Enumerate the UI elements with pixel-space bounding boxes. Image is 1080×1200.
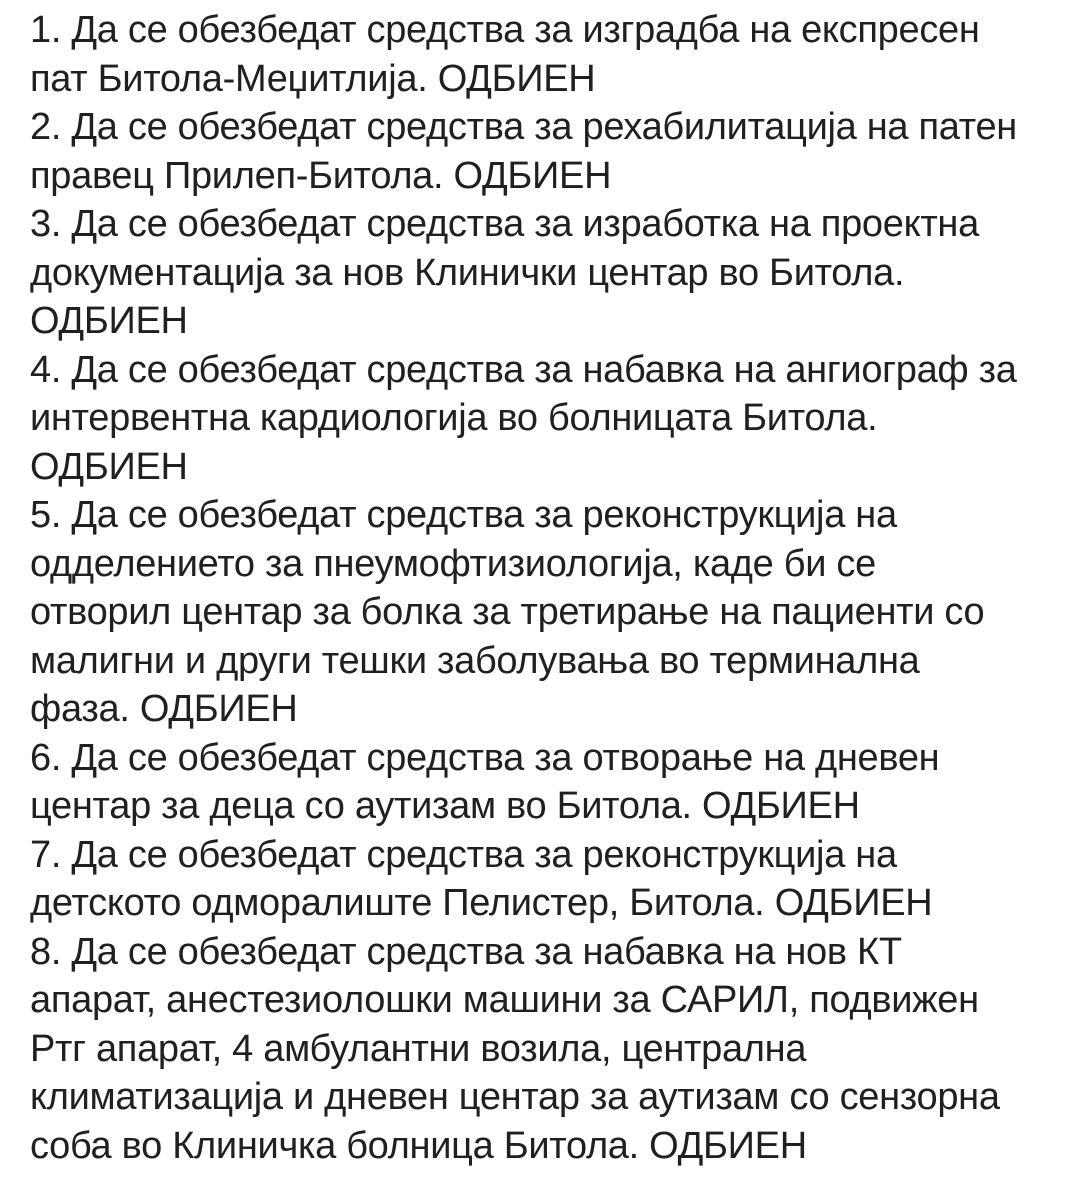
text-line: соба во Клиничка болница Битола. ОДБИЕН <box>30 1124 807 1167</box>
text-line: климатизација и дневен центар за аутизам со сензорна <box>30 1076 1000 1118</box>
list-item-2 <box>30 103 1050 200</box>
text-line: 7. Да се обезбедат средства за реконструкција на <box>30 833 897 876</box>
text-line: ОДБИЕН <box>30 445 188 488</box>
list-item-7 <box>30 831 1050 928</box>
text-line: 8. Да се обезбедат средства за набавка на нов КТ <box>30 930 902 973</box>
list-item-6 <box>30 734 1050 831</box>
text-line: документација за нов Клинички центар во Битола. <box>30 251 905 294</box>
text-line: центар за деца со аутизам во Битола. ОДБИЕН <box>30 785 860 827</box>
list-item-1 <box>30 6 1050 103</box>
text-line: правец Прилеп-Битола. ОДБИЕН <box>30 154 612 197</box>
text-line: ОДБИЕН <box>30 300 188 342</box>
text-line: детското одморалиште Пелистер, Битола. ОДБИЕН <box>30 882 933 924</box>
text-line: отворил центар за болка за третирање на пациенти со <box>30 591 985 633</box>
text-line: фаза. ОДБИЕН <box>30 688 298 730</box>
text-line: 1. Да се обезбедат средства за изградба на експресен <box>30 9 980 51</box>
list-item-5 <box>30 491 1050 734</box>
text-line: 4. Да се обезбедат средства за набавка на ангиограф за <box>30 348 1017 391</box>
text-line: 6. Да се обезбедат средства за отворање на дневен <box>30 736 940 779</box>
text-line: пат Битола-Меџитлија. ОДБИЕН <box>30 57 596 100</box>
text-line: 2. Да се обезбедат средства за рехабилитација на патен <box>30 106 1017 148</box>
list-item-8 <box>30 928 1050 1171</box>
text-line: одделението за пнеумофтизиологија, каде би се <box>30 542 876 585</box>
text-line: интервентна кардиологија во болницата Битола. <box>30 397 878 439</box>
text-line: Ртг апарат, 4 амбулантни возила, централна <box>30 1027 807 1070</box>
list-item-4 <box>30 346 1050 492</box>
list-item-3 <box>30 200 1050 346</box>
text-line: апарат, анестезиолошки машини за САРИЛ, подвижен <box>30 979 979 1021</box>
text-line: 3. Да се обезбедат средства за изработка на проектна <box>30 203 979 245</box>
text-line: малигни и други тешки заболувања во терминална <box>30 639 920 682</box>
text-line: 5. Да се обезбедат средства за реконструкција на <box>30 494 897 536</box>
